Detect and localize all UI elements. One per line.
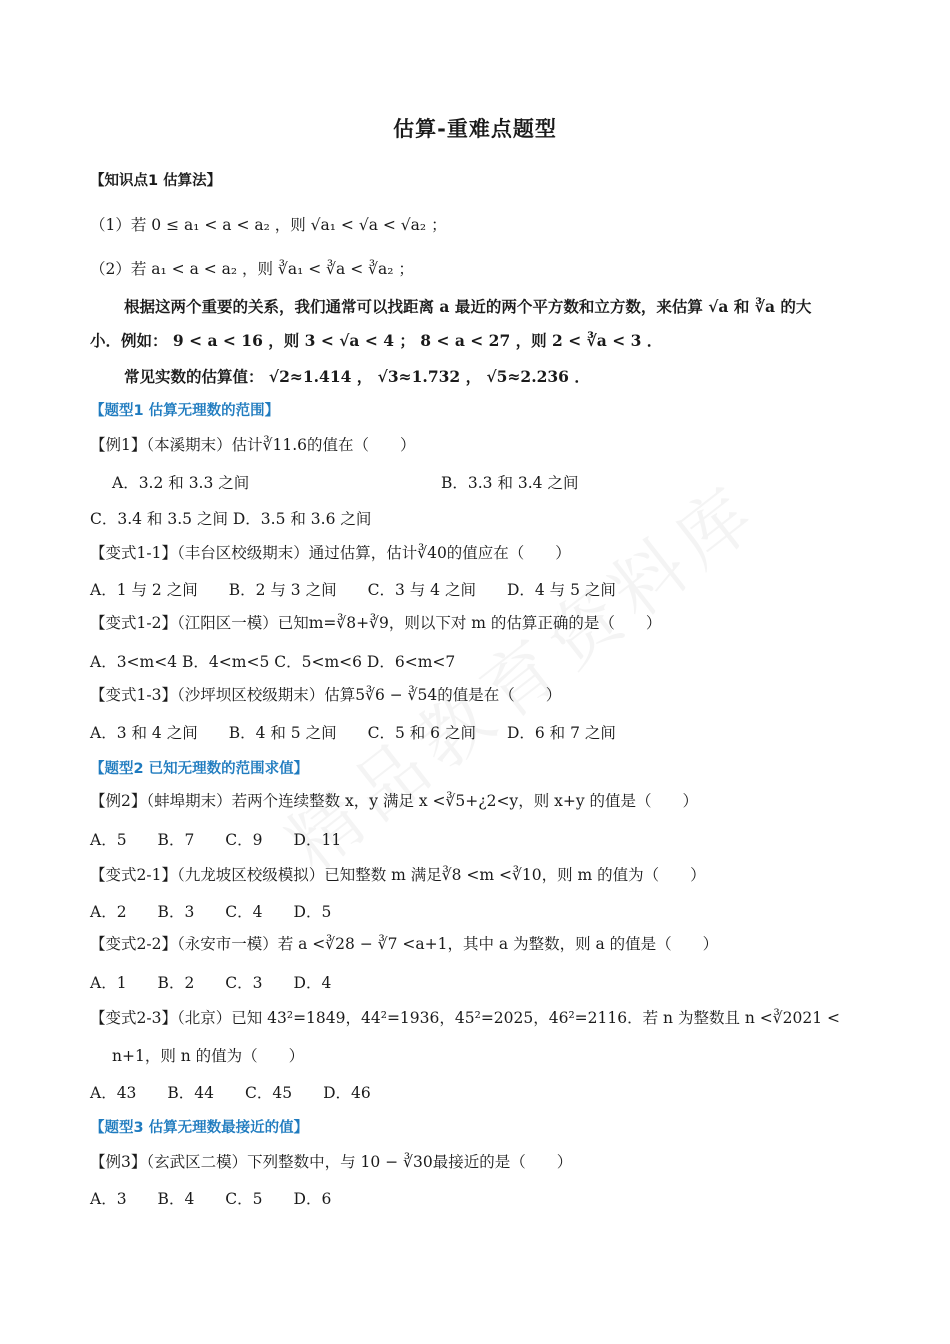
variant-2-3-question-line-2: n+1，则 n 的值为（ ） xyxy=(112,1047,305,1065)
variant-1-1-options: A．1 与 2 之间 B．2 与 3 之间 C．3 与 4 之间 D．4 与 5 之间 xyxy=(90,581,616,599)
type-1-heading: 【题型1 估算无理数的范围】 xyxy=(90,403,280,419)
example-2-question: 【例2】（蚌埠期末）若两个连续整数 x，y 满足 x <∛5+¿2<y，则 x+y 的值是（ ） xyxy=(90,792,699,810)
knowledge-rule-2: （2）若 a₁ < a < a₂ ，则 ∛a₁ < ∛a < ∛a₂ ； xyxy=(90,260,414,278)
knowledge-paragraph-1-line-2: 小．例如： 9 < a < 16 ，则 3 < √a < 4 ； 8 < a < 27 ，则 2 < ∛a < 3 ． xyxy=(90,331,663,350)
variant-1-2-options: A．3<m<4 B．4<m<5 C．5<m<6 D．6<m<7 xyxy=(90,653,456,671)
type-2-heading: 【题型2 已知无理数的范围求值】 xyxy=(90,761,309,777)
variant-2-1-options: A．2 B．3 C．4 D．5 xyxy=(90,903,332,921)
variant-2-3-question-line-1: 【变式2-3】（北京）已知 43²=1849，44²=1936，45²=2025，46²=2116．若 n 为整数且 n <∛2021 < xyxy=(90,1009,841,1027)
page-title: 估算-重难点题型 xyxy=(393,117,557,141)
knowledge-paragraph-1-line-1: 根据这两个重要的关系，我们通常可以找距离 a 最近的两个平方数和立方数，来估算 √a 和 ∛a 的大 xyxy=(124,297,812,316)
example-1-option-a: A．3.2 和 3.3 之间 xyxy=(112,474,250,492)
type-3-heading: 【题型3 估算无理数最接近的值】 xyxy=(90,1120,309,1136)
knowledge-paragraph-2: 常见实数的估算值： √2≈1.414 ， √3≈1.732 ， √5≈2.236 ． xyxy=(124,367,590,386)
variant-1-3-question: 【变式1-3】（沙坪坝区校级期末）估算5∛6 − ∛54的值是在（ ） xyxy=(90,686,562,704)
variant-2-2-options: A．1 B．2 C．3 D．4 xyxy=(90,974,332,992)
example-1-options-cd: C．3.4 和 3.5 之间 D．3.5 和 3.6 之间 xyxy=(90,510,372,528)
variant-1-2-question: 【变式1-2】（江阳区一模）已知m=∛8+∛9，则以下对 m 的估算正确的是（ ） xyxy=(90,614,662,632)
example-1-question: 【例1】（本溪期末）估计∛11.6的值在（ ） xyxy=(90,436,416,454)
example-3-question: 【例3】（玄武区二模）下列整数中，与 10 − ∛30最接近的是（ ） xyxy=(90,1153,573,1171)
variant-2-1-question: 【变式2-1】（九龙坡区校级模拟）已知整数 m 满足∛8 <m <∛10，则 m 的值为（ ） xyxy=(90,866,706,884)
variant-2-2-question: 【变式2-2】（永安市一模）若 a <∛28 − ∛7 <a+1，其中 a 为整数，则 a 的值是（ ） xyxy=(90,935,719,953)
example-3-options: A．3 B．4 C．5 D．6 xyxy=(90,1190,332,1208)
example-2-options: A．5 B．7 C．9 D．11 xyxy=(90,831,342,849)
variant-1-1-question: 【变式1-1】（丰台区校级期末）通过估算，估计∛40的值应在（ ） xyxy=(90,544,571,562)
knowledge-rule-1: （1）若 0 ≤ a₁ < a < a₂ ，则 √a₁ < √a < √a₂ ； xyxy=(90,216,447,234)
variant-2-3-options: A．43 B．44 C．45 D．46 xyxy=(90,1084,371,1102)
knowledge-heading: 【知识点1 估算法】 xyxy=(90,173,222,189)
variant-1-3-options: A．3 和 4 之间 B．4 和 5 之间 C．5 和 6 之间 D．6 和 7 之间 xyxy=(90,724,616,742)
example-1-option-b: B．3.3 和 3.4 之间 xyxy=(441,474,579,492)
